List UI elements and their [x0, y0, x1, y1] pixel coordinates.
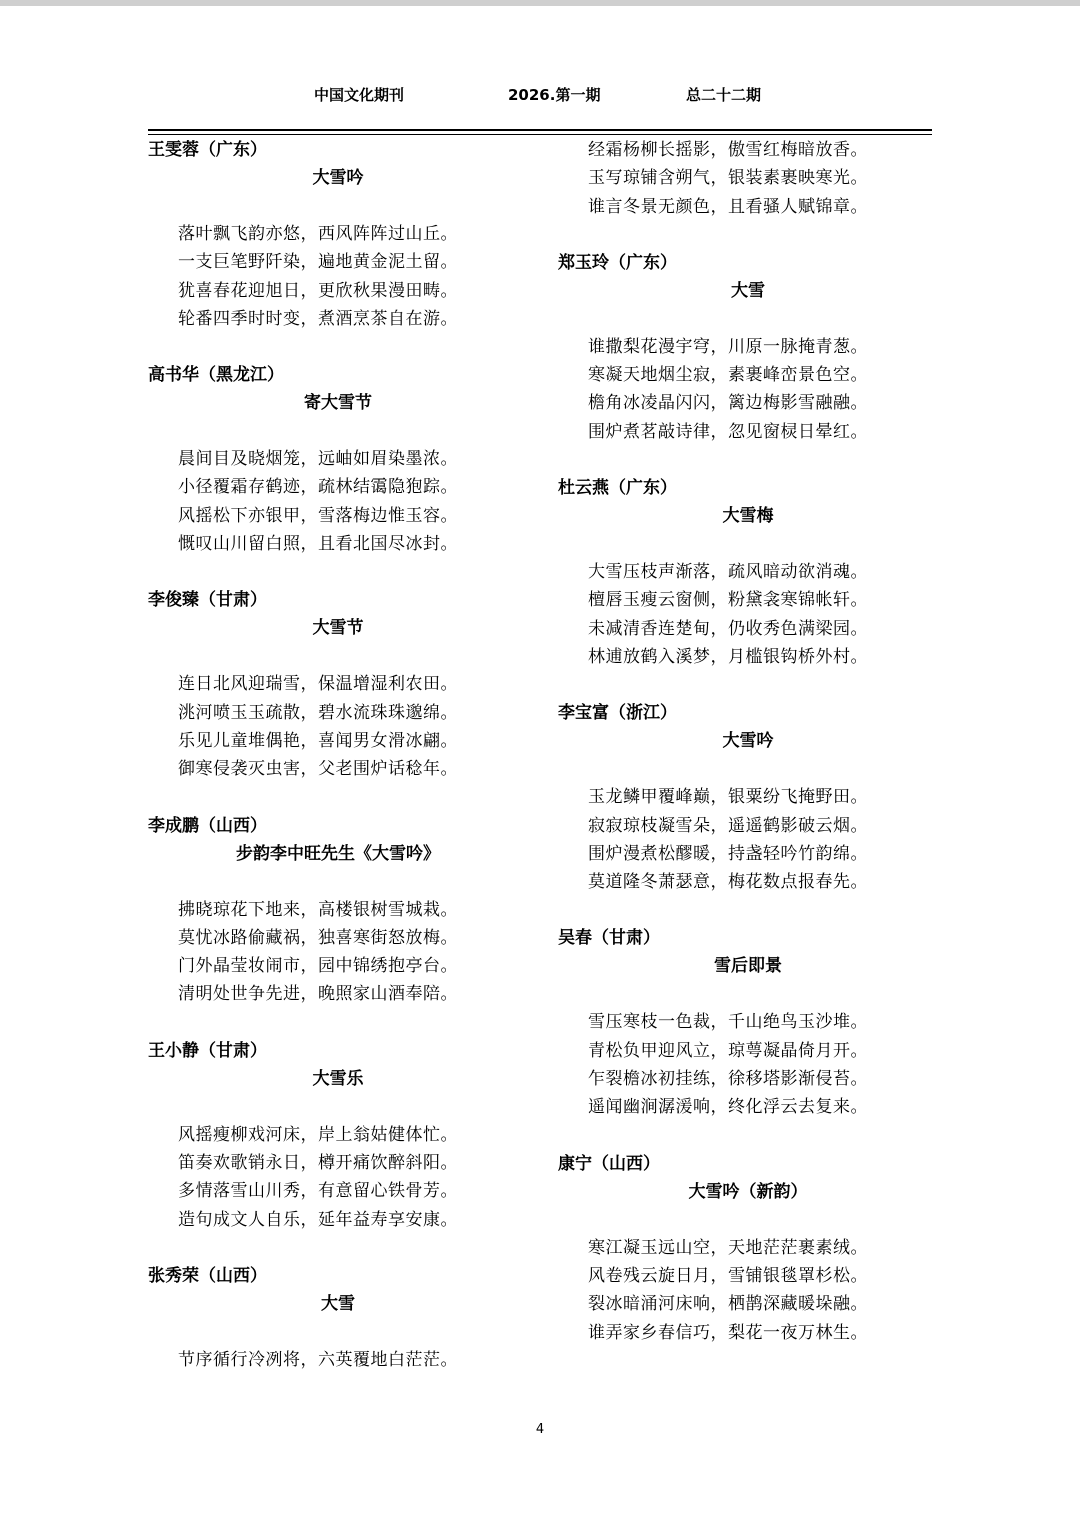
header-rule-thick	[148, 129, 932, 131]
poem-author: 郑玉玲（广东）	[558, 252, 677, 273]
poem-line: 莫道隆冬萧瑟意，梅花数点报春先。	[588, 872, 868, 893]
poem-author: 李宝富（浙江）	[558, 703, 677, 724]
poem-line: 犹喜春花迎旭日，更欣秋果漫田畴。	[178, 280, 458, 301]
poem-line: 笛奏欢歌销永日，樽开痛饮醉斜阳。	[178, 1153, 458, 1174]
poem-line: 慨叹山川留白照，且看北国尽冰封。	[178, 534, 458, 555]
poem-spacer	[148, 333, 528, 361]
poem-line: 一支巨笔野阡染，遍地黄金泥土留。	[178, 252, 458, 273]
poem-line: 洮河喷玉玉疏散，碧水流珠珠邈绵。	[178, 702, 458, 723]
poem-line: 围炉漫煮松醪暖，持盏轻吟竹韵绵。	[588, 843, 868, 864]
poem-line: 造句成文人自乐，延年益寿享安康。	[178, 1209, 458, 1230]
poem-line: 檐角冰凌晶闪闪，篱边梅影雪融融。	[588, 393, 868, 414]
poem-line: 连日北风迎瑞雪，保温增湿利农田。	[178, 674, 458, 695]
poem	[558, 446, 938, 671]
poem-line: 玉写琼铺含朔气，银装素裹映寒光。	[588, 168, 868, 189]
poem-line: 风摇松下亦银甲，雪落梅边惟玉容。	[178, 505, 458, 526]
left-column	[148, 136, 528, 1374]
poem-title: 大雪乐	[312, 1068, 364, 1089]
poem-line: 未减清香连楚甸，仍收秀色满梁园。	[588, 618, 868, 639]
poem-title: 大雪吟	[312, 168, 364, 188]
right-column	[558, 136, 938, 1347]
poem	[148, 558, 528, 783]
title-gap	[558, 1206, 938, 1234]
poem-line: 御寒侵袭灭虫害，父老围炉话稔年。	[178, 759, 458, 780]
poem	[148, 1234, 528, 1374]
poem-spacer	[558, 671, 938, 699]
poem-line: 玉龙鳞甲覆峰巅，银粟纷飞掩野田。	[588, 787, 868, 808]
poem-author: 王雯蓉（广东）	[148, 140, 267, 160]
poem-line: 谁言冬景无颜色，且看骚人赋锦章。	[588, 196, 868, 217]
poem-line: 青松负甲迎风立，琼萼凝晶倚月开。	[588, 1040, 868, 1061]
issue-label: 2026.第一期	[508, 86, 601, 104]
poem-author: 李俊臻（甘肃）	[148, 590, 267, 611]
poem-line: 檀唇玉瘦云窗侧，粉黛衾寒锦帐轩。	[588, 590, 868, 611]
poem-spacer	[148, 1009, 528, 1037]
poem-spacer	[148, 784, 528, 812]
poem-author: 王小静（甘肃）	[148, 1040, 267, 1061]
poem-line: 遥闻幽涧潺湲响，终化浮云去复来。	[588, 1097, 868, 1118]
title-gap	[148, 1318, 528, 1346]
poem-line: 大雪压枝声渐落，疏风暗动欲消魂。	[588, 562, 868, 583]
poem-title: 大雪节	[312, 618, 364, 639]
title-gap	[148, 868, 528, 896]
poem-spacer	[148, 558, 528, 586]
poem-title: 大雪吟（新韵）	[688, 1181, 808, 1202]
poem-author: 高书华（黑龙江）	[148, 365, 284, 386]
total-issue-label: 总二十二期	[686, 86, 762, 104]
poem-line: 莫忧冰路偷藏祸，独喜寒街怒放梅。	[178, 927, 458, 948]
poem	[558, 136, 938, 221]
poem-line: 寂寂琼枝凝雪朵，遥遥鹤影破云烟。	[588, 815, 868, 836]
poem-line: 乍裂檐冰初挂练，徐移塔影渐侵苔。	[588, 1069, 868, 1090]
title-gap	[148, 1093, 528, 1121]
title-gap	[558, 980, 938, 1008]
poem-spacer	[558, 446, 938, 474]
poem-line: 晨间目及晓烟笼，远岫如眉染墨浓。	[178, 449, 458, 470]
poem-author: 张秀荣（山西）	[148, 1265, 267, 1286]
poem-line: 谁弄家乡春信巧，梨花一夜万林生。	[588, 1322, 868, 1343]
poem-line: 门外晶莹妆闹市，园中锦绣抱亭台。	[178, 956, 458, 977]
poem	[558, 671, 938, 896]
header-rule-thin	[148, 134, 932, 135]
page-header	[0, 84, 1080, 108]
title-gap	[558, 530, 938, 558]
poem-line: 寒凝天地烟尘寂，素裹峰峦景色空。	[588, 365, 868, 386]
poem	[558, 221, 938, 446]
poem-line: 寒江凝玉远山空，天地茫茫裹素绒。	[588, 1237, 868, 1258]
poem-line: 裂冰暗涌河床响，栖鹊深藏暖垛融。	[588, 1294, 868, 1315]
journal-name: 中国文化期刊	[314, 86, 405, 104]
poem-line: 雪压寒枝一色裁，千山绝鸟玉沙堆。	[588, 1012, 868, 1033]
poem	[148, 784, 528, 1009]
title-gap	[558, 755, 938, 783]
poem-author: 吴春（甘肃）	[558, 928, 660, 949]
poem-line: 经霜杨柳长摇影，傲雪红梅暗放香。	[588, 140, 868, 160]
poem-line: 乐见儿童堆偶艳，喜闻男女滑冰翩。	[178, 730, 458, 751]
poem-author: 康宁（山西）	[558, 1153, 660, 1174]
top-border	[0, 0, 1080, 6]
title-gap	[148, 192, 528, 220]
poem-spacer	[558, 1122, 938, 1150]
poem-title: 步韵李中旺先生《大雪吟》	[236, 843, 440, 864]
poem-title: 雪后即景	[714, 956, 782, 977]
poem-author: 李成鹏（山西）	[148, 815, 267, 836]
poem-line: 小径覆霜存鹤迹，疏林结霭隐狍踪。	[178, 477, 458, 498]
poem	[148, 333, 528, 558]
poem-line: 围炉煮茗敲诗律，忽见窗棂日晕红。	[588, 421, 868, 442]
poem-line: 林逋放鹤入溪梦，月槛银钩桥外村。	[588, 646, 868, 667]
title-gap	[558, 305, 938, 333]
poem-line: 节序循行冷冽将，六英覆地白茫茫。	[178, 1349, 458, 1370]
poem-author: 杜云燕（广东）	[558, 478, 677, 499]
poem-line: 落叶飘飞韵亦悠，西风阵阵过山丘。	[178, 224, 458, 244]
poem	[148, 1009, 528, 1234]
poem-title: 大雪	[731, 280, 765, 301]
poem	[558, 896, 938, 1121]
poem	[558, 1122, 938, 1347]
poem-line: 清明处世争先进，晚照家山酒奉陪。	[178, 984, 458, 1005]
poem-title: 大雪	[321, 1293, 355, 1314]
poem-line: 轮番四季时时变，煮酒烹茶自在游。	[178, 308, 458, 329]
poem-line: 多情落雪山川秀，有意留心铁骨芳。	[178, 1181, 458, 1202]
title-gap	[148, 417, 528, 445]
poem-title: 大雪吟	[722, 731, 774, 752]
poem-line: 风卷残云旋日月，雪铺银毯罩杉松。	[588, 1265, 868, 1286]
poem-line: 风摇瘦柳戏河床，岸上翁姑健体忙。	[178, 1124, 458, 1145]
poem-spacer	[148, 1234, 528, 1262]
poem-title: 大雪梅	[722, 506, 774, 527]
poem-title: 寄大雪节	[304, 393, 372, 414]
poem-spacer	[558, 221, 938, 249]
poem-line: 谁撒梨花漫宇穹，川原一脉掩青葱。	[588, 336, 868, 357]
poem-spacer	[558, 896, 938, 924]
title-gap	[148, 642, 528, 670]
page-number: 4	[535, 1422, 545, 1437]
poem-line: 拂晓琼花下地来，高楼银树雪城栽。	[178, 899, 458, 920]
poem	[148, 136, 528, 333]
